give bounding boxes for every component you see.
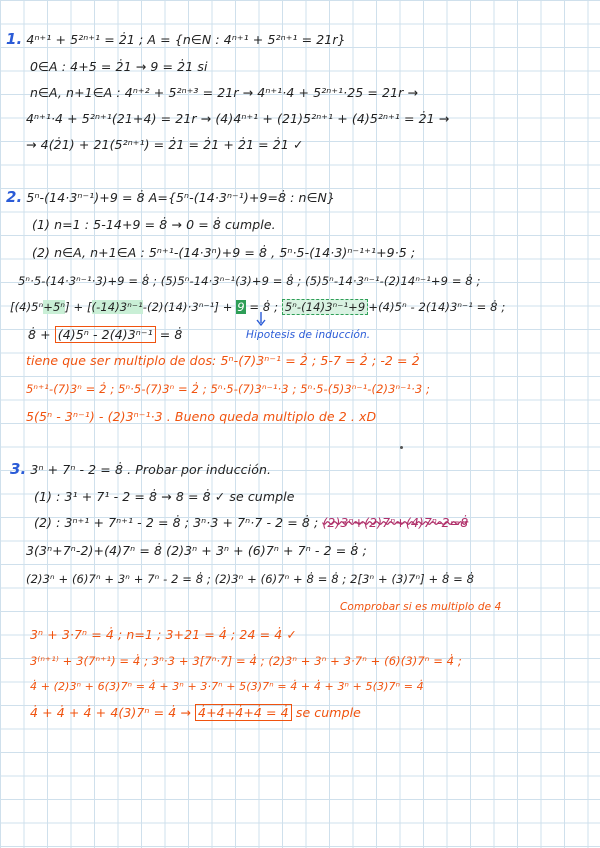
hypothesis-note: Hipotesis de inducción.	[246, 329, 371, 341]
row5-part-a: [(4)5ⁿ	[10, 300, 44, 314]
problem-1-line-2: 0∈A : 4+5 = 2̇1 → 9 = 2̇1 si	[30, 59, 208, 74]
row5-part-g: = 8̇ ;	[249, 300, 279, 314]
problem-2-line-2: (1) n=1 : 5-14+9 = 8̇ → 0 = 8̇ cumple.	[32, 217, 276, 232]
pen-dot	[400, 446, 403, 449]
problem-1-statement: 4ⁿ⁺¹ + 5²ⁿ⁺¹ = 2̇1 ; A = {n∈N : 4ⁿ⁺¹ + 5²ⁿ⁺¹ = 21r}	[26, 32, 346, 47]
problem-2-line-6	[28, 326, 182, 344]
problem-3-orange-4	[30, 704, 361, 722]
problem-3-number: 3.	[10, 460, 27, 478]
problem-3-note: Comprobar si es multiplo de 4	[340, 601, 502, 613]
row6-part-a: 8̇ +	[28, 327, 51, 342]
row5-part-e: -(2)(14)·3ⁿ⁻¹] +	[142, 300, 233, 314]
problem-3-orange-1: 3ⁿ + 3·7ⁿ = 4̇ ; n=1 ; 3+21 = 4̇ ; 24 = 4̇ ✓	[30, 627, 297, 642]
problem-2-orange-3: 5(5ⁿ - 3ⁿ⁻¹) - (2)3ⁿ⁻¹·3 . Bueno queda multiplo de 2 . xD	[26, 409, 377, 424]
row6-part-c: = 8̇	[159, 327, 183, 342]
problem-3-orange-2: 3⁽ⁿ⁺¹⁾ + 3(7ⁿ⁺¹) = 4̇ ; 3ⁿ·3 + 3[7ⁿ·7] = 4̇ ; (2)3ⁿ + 3ⁿ + 3·7ⁿ + (6)(3)7ⁿ = 4̇ ;	[30, 654, 462, 668]
problem-3-line-3	[34, 514, 468, 532]
problem-2-orange-2: 5ⁿ⁺¹-(7)3ⁿ = 2̇ ; 5ⁿ·5-(7)3ⁿ = 2̇ ; 5ⁿ·5-(7)3ⁿ⁻¹·3 ; 5ⁿ·5-(5)3ⁿ⁻¹-(2)3ⁿ⁻¹·3 ;	[26, 382, 431, 396]
problem-3-line-2: (1) : 3¹ + 7¹ - 2 = 8̇ → 8 = 8̇ ✓ se cumple	[34, 489, 295, 504]
problem-2-line-3: (2) n∈A, n+1∈A : 5ⁿ⁺¹-(14·3ⁿ)+9 = 8̇ , 5ⁿ·5-(14·3)ⁿ⁻¹⁺¹+9·5 ;	[32, 245, 416, 260]
final-result-box: 4̇+4̇+4̇+4̇ = 4̇	[195, 704, 292, 721]
problem-2-line-4: 5ⁿ·5-(14·3ⁿ⁻¹·3)+9 = 8̇ ; (5)5ⁿ-14·3ⁿ⁻¹(3)+9 = 8̇ ; (5)5ⁿ-14·3ⁿ⁻¹-(2)14ⁿ⁻¹+9 = 8̇ ;	[18, 274, 481, 288]
final-result-text: se cumple	[295, 705, 361, 720]
arrow-down-icon	[256, 312, 266, 326]
problem-2-number: 2.	[6, 188, 23, 206]
problem-2-line-1	[6, 188, 335, 207]
problem-2-orange-1: tiene que ser multiplo de dos: 5ⁿ-(7)3ⁿ⁻¹ = 2̇ ; 5-7 = 2̇ ; -2 = 2̇	[26, 353, 420, 368]
problem-1-line-3: n∈A, n+1∈A : 4ⁿ⁺² + 5²ⁿ⁺³ = 21r → 4ⁿ⁺¹·4 + 5²ⁿ⁺¹·25 = 21r →	[30, 85, 419, 100]
problem-3-line-5: (2)3ⁿ + (6)7ⁿ + 3ⁿ + 7ⁿ - 2 = 8̇ ; (2)3ⁿ + (6)7ⁿ + 8̇ = 8̇ ; 2[3ⁿ + (3)7ⁿ] + 8̇ = 8̇	[26, 572, 475, 586]
problem-1-line-5: → 4(2̇1) + 21(5²ⁿ⁺¹) = 2̇1 = 2̇1 + 2̇1 = 2̇1 ✓	[26, 137, 304, 152]
problem-3-orange-3: 4̇ + (2)3ⁿ + 6(3)7ⁿ = 4̇ + 3ⁿ + 3·7ⁿ + 5(3)7ⁿ = 4̇ + 4̇ + 3ⁿ + 5(3)7ⁿ = 4̇	[30, 680, 424, 693]
row5-highlight-1: +5ⁿ	[43, 300, 66, 314]
row6-orange-box: (4)5ⁿ - 2(4)3ⁿ⁻¹	[55, 326, 156, 343]
row5-part-i: +(4)5ⁿ - 2(14)3ⁿ⁻¹ = 8̇ ;	[368, 300, 506, 314]
row5-highlight-3: 9	[237, 300, 245, 314]
problem-3-orange-4-text: 4̇ + 4̇ + 4̇ + 4(3)7ⁿ = 4̇ →	[30, 705, 191, 720]
induction-hypothesis-box: 5ⁿ-(14)3ⁿ⁻¹+9	[282, 299, 369, 315]
problem-3-line-1	[10, 460, 271, 479]
problem-3-statement: 3ⁿ + 7ⁿ - 2 = 8̇ . Probar por inducción.	[30, 462, 272, 477]
problem-1-line-4: 4ⁿ⁺¹·4 + 5²ⁿ⁺¹(21+4) = 21r → (4)4ⁿ⁺¹ + (21)5²ⁿ⁺¹ + (4)5²ⁿ⁺¹ = 2̇1 →	[26, 111, 450, 126]
problem-3-line-3-text: (2) : 3ⁿ⁺¹ + 7ⁿ⁺¹ - 2 = 8̇ ; 3ⁿ·3 + 7ⁿ·7 - 2 = 8̇ ;	[34, 515, 319, 530]
problem-3-line-4: 3(3ⁿ+7ⁿ-2)+(4)7ⁿ = 8̇ (2)3ⁿ + 3ⁿ + (6)7ⁿ + 7ⁿ - 2 = 8̇ ;	[26, 543, 367, 558]
problem-1-number: 1.	[6, 30, 23, 48]
row5-highlight-2: (-14)3ⁿ⁻¹	[91, 300, 143, 314]
scribbled-out-expression: (2)3ⁿ+(2)7ⁿ+(4)7ⁿ-2=8̇	[322, 515, 469, 530]
problem-2-statement: 5ⁿ-(14·3ⁿ⁻¹)+9 = 8̇ A={5ⁿ-(14·3ⁿ⁻¹)+9=8̇ : n∈N}	[26, 190, 336, 205]
row5-part-c: ] + [	[65, 300, 92, 314]
problem-1-line-1	[6, 30, 346, 49]
